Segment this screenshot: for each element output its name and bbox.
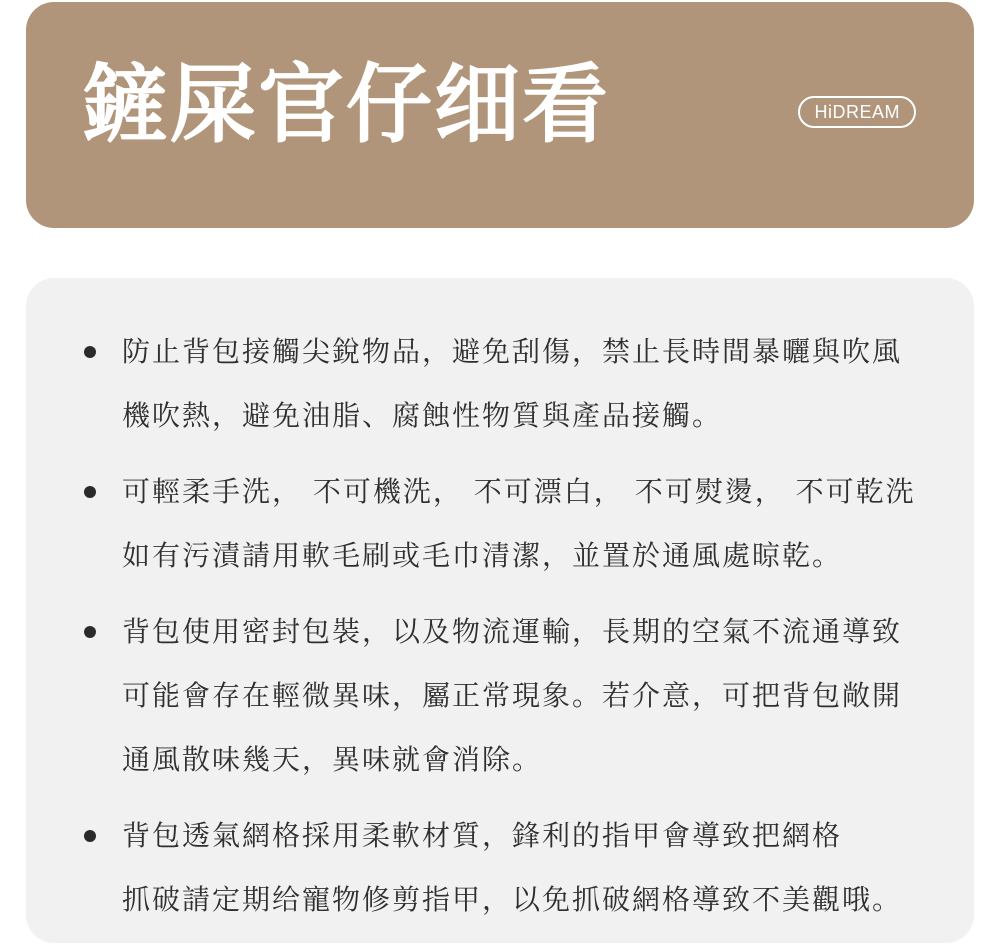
list-item-line: 背包使用密封包裝，以及物流運輸，長期的空氣不流通導致 <box>122 615 903 648</box>
list-item <box>26 804 974 932</box>
list-item-line: 通風散味幾天，異味就會消除。 <box>122 743 543 776</box>
care-instructions-panel <box>26 278 974 943</box>
list-item-line: 如有污漬請用軟毛刷或毛巾清潔，並置於通風處晾乾。 <box>122 539 843 572</box>
list-item-line: 抓破請定期给寵物修剪指甲，以免抓破網格導致不美觀哦。 <box>122 883 903 916</box>
care-instructions-list <box>26 320 974 944</box>
brand-logo: HiDREAM <box>798 96 916 128</box>
list-item <box>26 320 974 448</box>
list-item-line: 機吹熱，避免油脂、腐蝕性物質與產品接觸。 <box>122 399 723 432</box>
list-item-line: 可能會存在輕微異味，屬正常現象。若介意，可把背包敞開 <box>122 679 903 712</box>
bullet-dot-icon <box>84 830 96 842</box>
list-item <box>26 460 974 588</box>
list-item-line: 防止背包接觸尖銳物品，避免刮傷，禁止長時間暴曬與吹風 <box>122 335 903 368</box>
header-banner <box>26 2 974 228</box>
bullet-dot-icon <box>84 486 96 498</box>
list-item-line: 背包透氣網格採用柔軟材質，鋒利的指甲會導致把網格 <box>122 819 843 852</box>
list-item <box>26 600 974 792</box>
list-item-line: 可輕柔手洗， 不可機洗， 不可漂白， 不可熨燙， 不可乾洗 <box>122 475 916 508</box>
bullet-dot-icon <box>84 346 96 358</box>
bullet-dot-icon <box>84 626 96 638</box>
page-title: 鏟屎官仔细看 <box>82 55 610 155</box>
